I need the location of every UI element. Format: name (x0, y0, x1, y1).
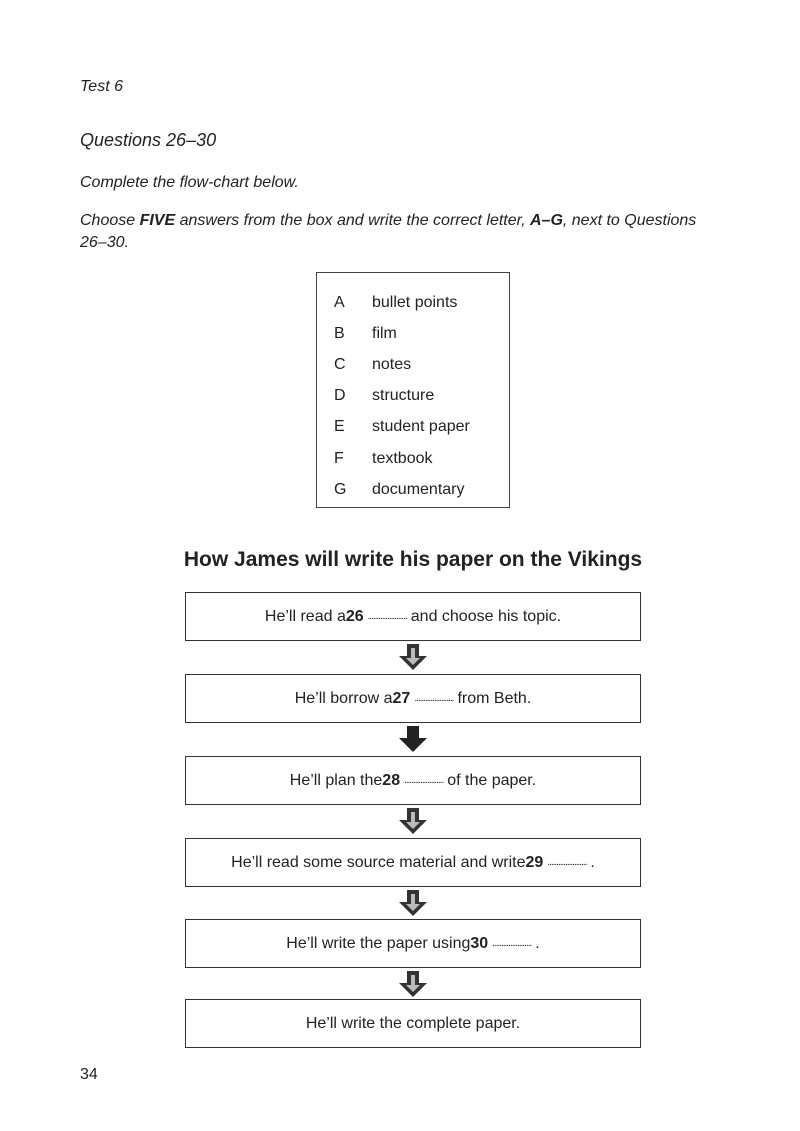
option-text: structure (372, 387, 435, 405)
option-text: textbook (372, 449, 433, 467)
step-text-post: of the paper. (447, 771, 537, 789)
down-arrow-icon (397, 970, 429, 998)
step-text-pre: He’ll borrow a (294, 689, 393, 707)
instruction-choose (80, 210, 700, 254)
option-row (317, 349, 509, 380)
option-text: documentary (372, 480, 465, 498)
option-row (317, 318, 509, 349)
down-arrow-icon (397, 643, 429, 671)
step-text-post: and choose his topic. (410, 607, 562, 625)
step-text-pre: He’ll write the paper using (286, 934, 471, 952)
option-row (317, 412, 509, 443)
down-arrow-icon (397, 889, 429, 917)
options-box (316, 272, 510, 508)
flow-step-final (185, 999, 641, 1048)
instr-post: , next to Questions 26–30. (80, 212, 697, 251)
page-number: 34 (80, 1066, 98, 1083)
question-number: 29 (525, 853, 544, 871)
down-arrow-icon (397, 725, 429, 753)
option-letter: C (334, 355, 346, 373)
flow-step-29 (185, 838, 641, 887)
step-text-pre: He’ll read a (264, 607, 346, 625)
answer-blank[interactable]: ...................... (547, 857, 587, 868)
step-text-post: . (535, 934, 540, 952)
option-letter: D (334, 387, 346, 405)
step-text-pre: He’ll read some source material and write (231, 853, 526, 871)
page-label: Test 6 (80, 78, 123, 95)
option-text: film (372, 324, 397, 342)
answer-blank[interactable]: ...................... (492, 938, 532, 949)
flow-step-28 (185, 756, 641, 805)
option-text: notes (372, 355, 412, 373)
option-text: student paper (372, 418, 470, 436)
option-row (317, 474, 509, 505)
question-number: 27 (392, 689, 411, 707)
option-letter: A (334, 293, 345, 311)
instr-bold-range: A–G (529, 212, 563, 229)
option-row (317, 287, 509, 318)
option-row (317, 443, 509, 474)
option-letter: G (334, 480, 347, 498)
option-letter: E (334, 418, 345, 436)
option-text: bullet points (372, 293, 458, 311)
questions-heading: Questions 26–30 (80, 130, 217, 150)
step-text-post: . (590, 853, 595, 871)
instruction-complete: Complete the flow-chart below. (80, 174, 299, 191)
answer-blank[interactable]: ...................... (414, 693, 454, 704)
instr-pre: Choose (80, 212, 140, 229)
step-text-pre: He’ll plan the (289, 771, 383, 789)
answer-blank[interactable]: ...................... (367, 611, 407, 622)
question-number: 30 (470, 934, 489, 952)
instr-mid: answers from the box and write the correct letter, (175, 212, 530, 229)
question-number: 26 (345, 607, 364, 625)
flowchart-title: How James will write his paper on the Vikings (183, 548, 643, 571)
flow-step-26 (185, 592, 641, 641)
option-row (317, 381, 509, 412)
step-text-pre: He’ll write the complete paper. (305, 1014, 521, 1032)
option-letter: F (334, 449, 344, 467)
question-number: 28 (382, 771, 401, 789)
option-letter: B (334, 324, 345, 342)
instr-bold-five: FIVE (139, 212, 176, 229)
flow-step-27 (185, 674, 641, 723)
flow-step-30 (185, 919, 641, 968)
step-text-post: from Beth. (457, 689, 532, 707)
down-arrow-icon (397, 807, 429, 835)
answer-blank[interactable]: ...................... (404, 775, 444, 786)
